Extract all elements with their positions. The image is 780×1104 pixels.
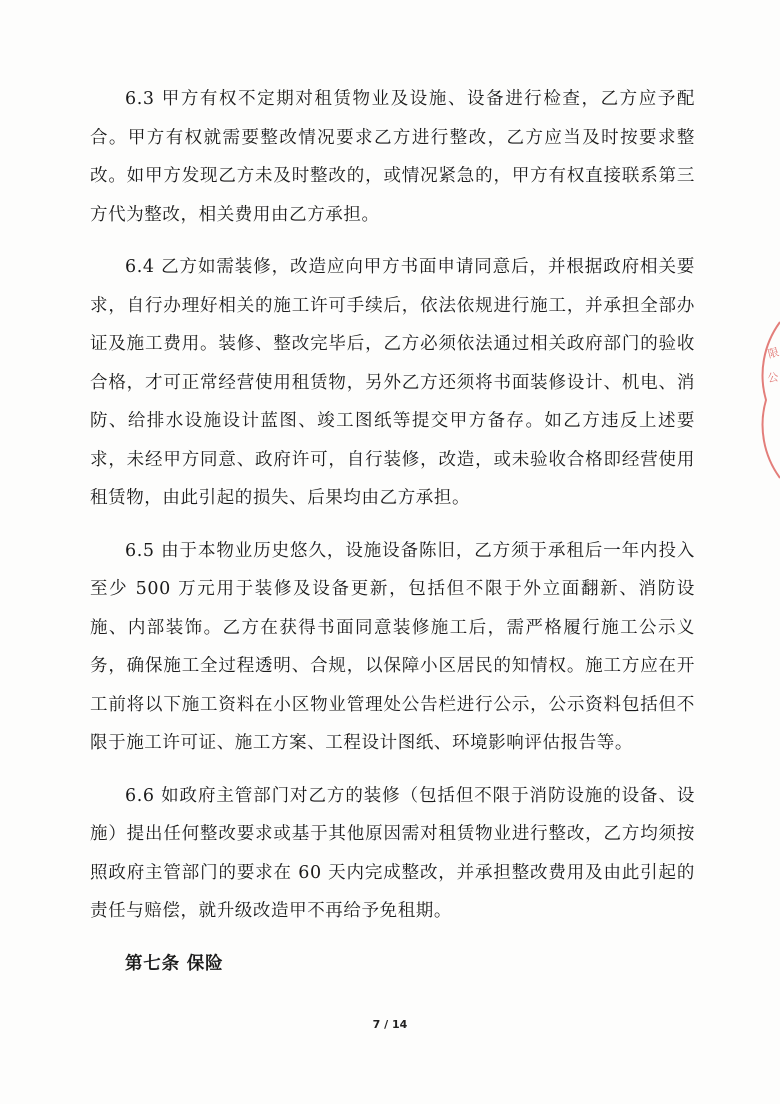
company-seal-fragment (760, 320, 780, 480)
document-body (90, 80, 695, 983)
page-number: 7 / 14 (372, 1018, 408, 1031)
section-heading-article-7: 第七条 保险 (125, 953, 224, 974)
svg-text:公: 公 (766, 370, 780, 385)
clause-6-5: 6.5 由于本物业历史悠久，设施设备陈旧，乙方须于承租后一年内投入至少 500 万元用于装修及设备更新，包括但不限于外立面翻新、消防设施、内部装饰。乙方在获得书面同意装修施工后，需严格履行施工公示义务，确保施工全过程透明、合规，以保障小区居民的知情权。施工方应在开工前将以下施工资料在小区物业管理处公告栏进行公示，公示资料包括但不限于施工许可证、施工方案、工程设计图纸、环境影响评估报告等。 (90, 540, 695, 753)
clause-6-6: 6.6 如政府主管部门对乙方的装修（包括但不限于消防设施的设备、设施）提出任何整改要求或基于其他原因需对租赁物业进行整改，乙方均须按照政府主管部门的要求在 60 天内完成整改，并承担整改费用及由此引起的责任与赔偿，就升级改造甲不再给予免租期。 (90, 785, 695, 921)
svg-text:限: 限 (766, 345, 780, 361)
clause-6-3: 6.3 甲方有权不定期对租赁物业及设施、设备进行检查，乙方应予配合。甲方有权就需要整改情况要求乙方进行整改，乙方应当及时按要求整改。如甲方发现乙方未及时整改的，或情况紧急的，甲方有权直接联系第三方代为整改，相关费用由乙方承担。 (90, 89, 695, 225)
clause-6-4: 6.4 乙方如需装修，改造应向甲方书面申请同意后，并根据政府相关要求，自行办理好相关的施工许可手续后，依法依规进行施工，并承担全部办证及施工费用。装修、整改完毕后，乙方必须依法通过相关政府部门的验收合格，才可正常经营使用租赁物，另外乙方还须将书面装修设计、机电、消防、给排水设施设计蓝图、竣工图纸等提交甲方备存。如乙方违反上述要求，未经甲方同意、政府许可，自行装修，改造，或未验收合格即经营使用租赁物，由此引起的损失、后果均由乙方承担。 (90, 257, 695, 508)
